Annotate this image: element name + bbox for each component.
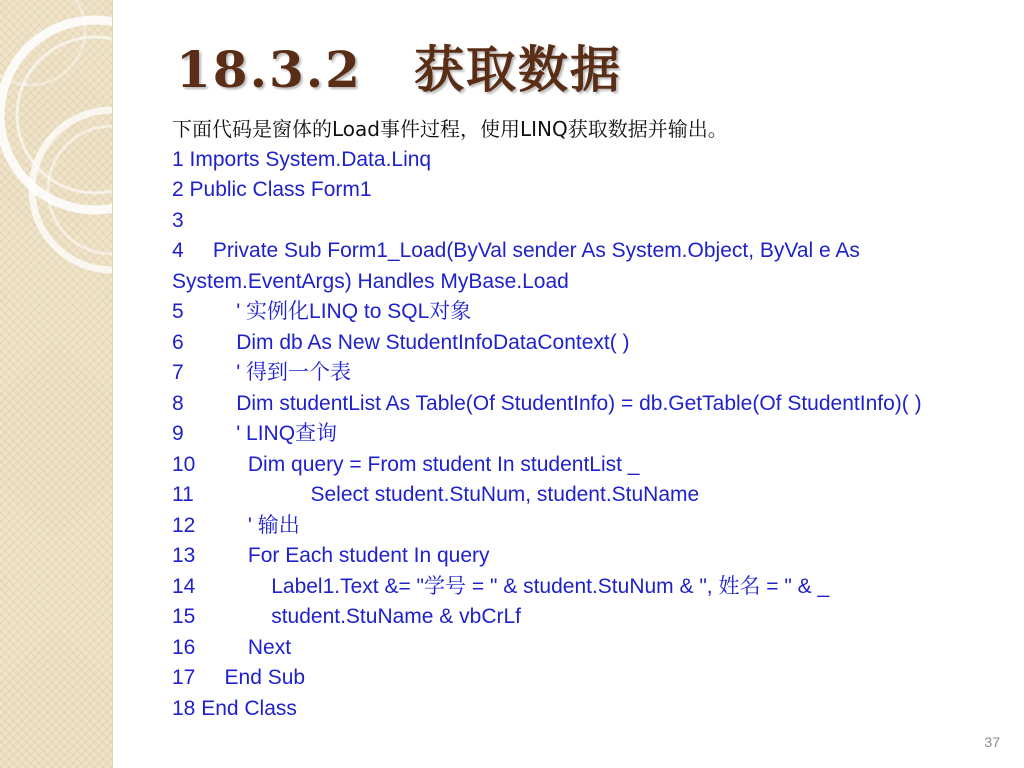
decorative-circles-icon (0, 0, 112, 768)
code-line-2: 2 Public Class Form1 (172, 178, 372, 201)
code-line-3: 3 (172, 208, 184, 232)
code-line-14: 14 Label1.Text &= "学号 = " & student.StuNum & ", 姓名 = " & _ (172, 574, 830, 598)
code-line-13: 13 For Each student In query (172, 544, 490, 567)
code-line-10: 10 Dim query = From student In studentList _ (172, 452, 640, 476)
code-line-17: 17 End Sub (172, 666, 306, 689)
decorative-side-band (0, 0, 113, 768)
code-line-1: 1 Imports System.Data.Linq (172, 147, 432, 171)
code-line-5: 5 ' 实例化LINQ to SQL对象 (172, 300, 472, 323)
page-number: 37 (984, 734, 1000, 750)
code-line-7: 7 ' 得到一个表 (172, 361, 352, 384)
code-line-18: 18 End Class (172, 696, 297, 720)
slide-body (172, 114, 992, 724)
code-line-4: 4 Private Sub Form1_Load(ByVal sender As System.Object, ByVal e As System.EventArgs) Handles MyBase.Load (172, 239, 866, 293)
code-line-9: 9 ' LINQ查询 (172, 422, 338, 445)
code-line-12: 12 ' 输出 (172, 513, 300, 537)
slide-title: 18.3.2 获取数据 (176, 40, 622, 99)
intro-text: 下面代码是窗体的Load事件过程，使用LINQ获取数据并输出。 (172, 117, 728, 141)
code-line-8: 8 Dim studentList As Table(Of StudentInfo) = db.GetTable(Of StudentInfo)( ) (172, 391, 922, 415)
code-line-16: 16 Next (172, 635, 292, 659)
code-line-6: 6 Dim db As New StudentInfoDataContext( ) (172, 330, 630, 354)
code-line-11: 11 Select student.StuNum, student.StuName (172, 483, 700, 506)
code-line-15: 15 student.StuName & vbCrLf (172, 605, 521, 628)
